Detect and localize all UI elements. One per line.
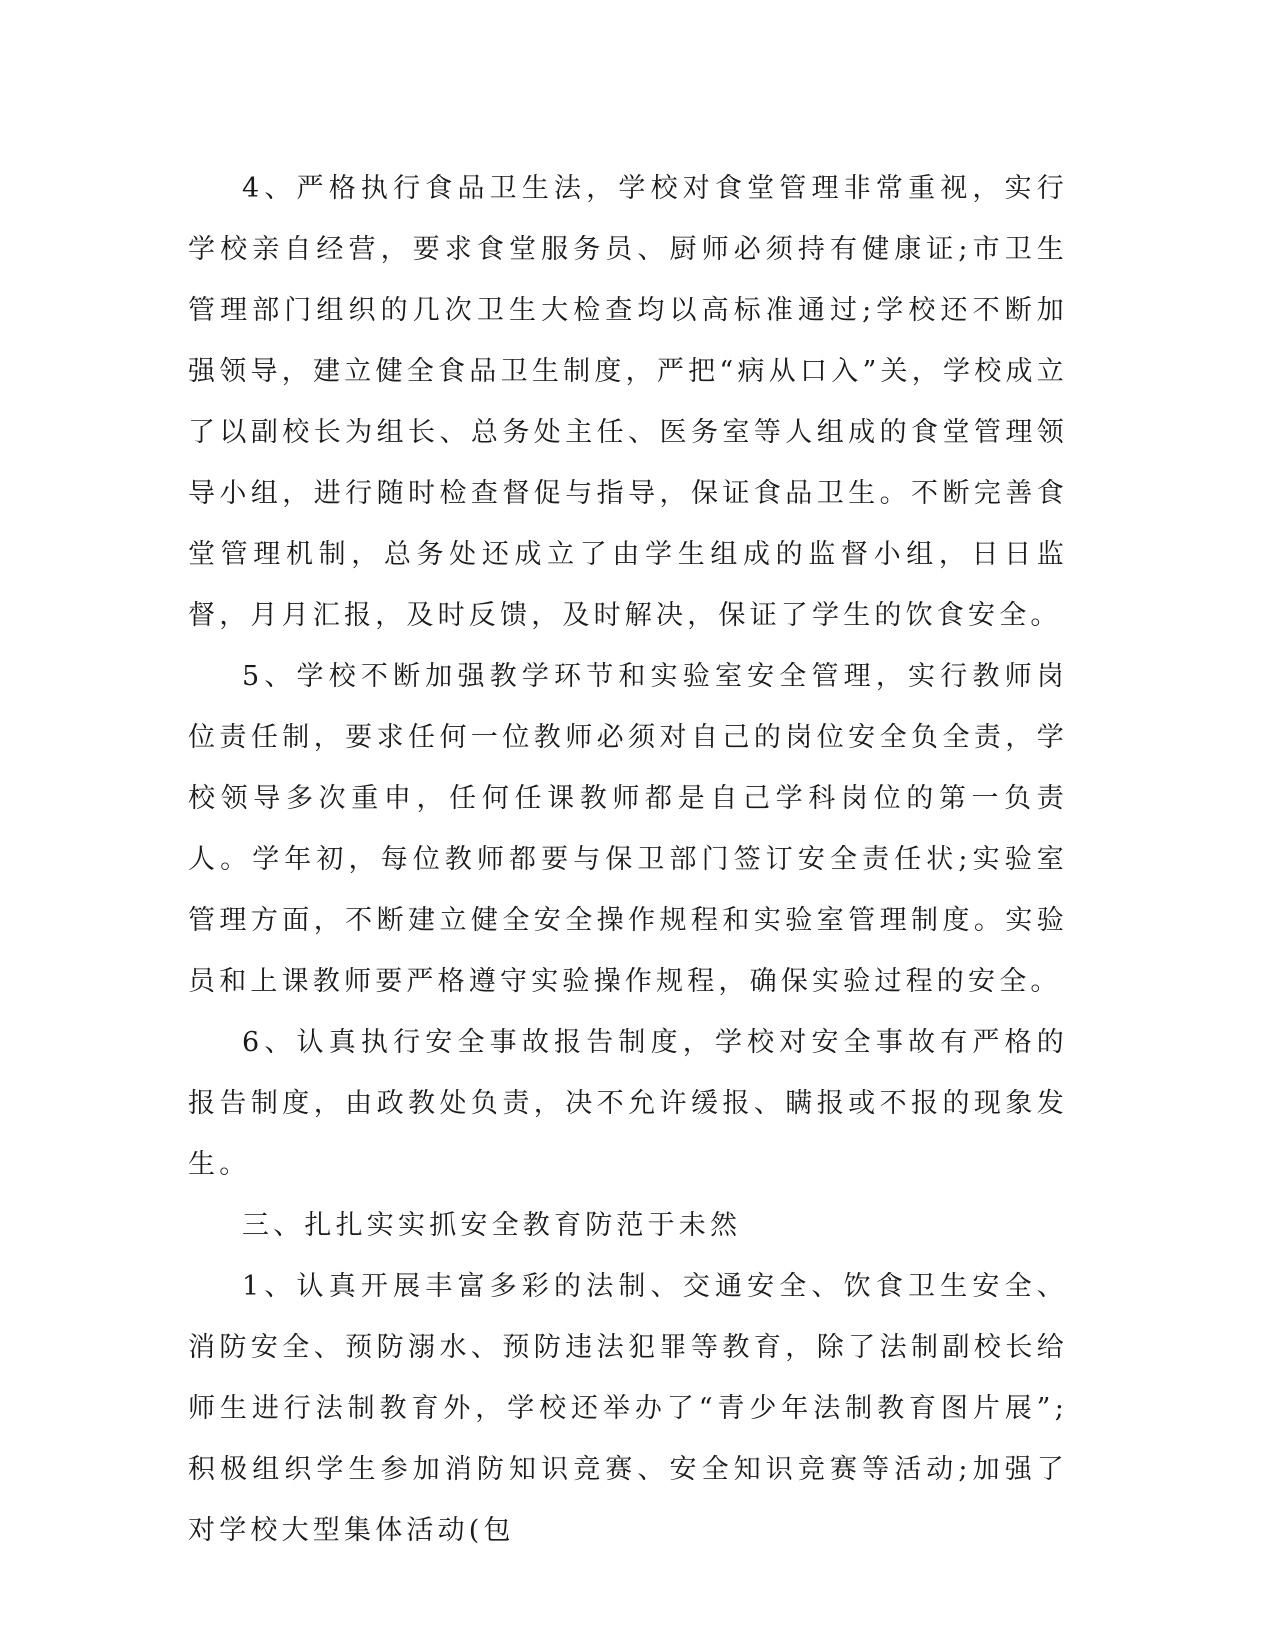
paragraph-item-1-safety-education: 1、认真开展丰富多彩的法制、交通安全、饮食卫生安全、消防安全、预防溺水、预防违法犯罪等教育，除了法制副校长给师生进行法制教育外，学校还举办了“青少年法制教育图片展”;积极组织学生参加消防知识竞赛、安全知识竞赛等活动;加强了对学校大型集体活动(包 <box>188 1271 1068 1546</box>
document-body <box>188 158 1068 1561</box>
paragraph-item-5-lab-safety: 5、学校不断加强教学环节和实验室安全管理，实行教师岗位责任制，要求任何一位教师必须对自己的岗位安全负全责，学校领导多次重申，任何任课教师都是自己学科岗位的第一负责人。学年初，每位教师都要与保卫部门签订安全责任状;实验室管理方面，不断建立健全安全操作规程和实验室管理制度。实验员和上课教师要严格遵守实验操作规程，确保实验过程的安全。 <box>188 661 1068 997</box>
paragraph-item-6-accident-report: 6、认真执行安全事故报告制度，学校对安全事故有严格的报告制度，由政教处负责，决不允许缓报、瞒报或不报的现象发生。 <box>188 1027 1068 1180</box>
paragraph-item-4-canteen: 4、严格执行食品卫生法，学校对食堂管理非常重视，实行学校亲自经营，要求食堂服务员、厨师必须持有健康证;市卫生管理部门组织的几次卫生大检查均以高标准通过;学校还不断加强领导，建立健全食品卫生制度，严把“病从口入”关，学校成立了以副校长为组长、总务处主任、医务室等人组成的食堂管理领导小组，进行随时检查督促与指导，保证食品卫生。不断完善食堂管理机制，总务处还成立了由学生组成的监督小组，日日监督，月月汇报，及时反馈，及时解决，保证了学生的饮食安全。 <box>188 173 1068 631</box>
section-heading-3: 三、扎扎实实抓安全教育防范于未然 <box>242 1210 742 1241</box>
